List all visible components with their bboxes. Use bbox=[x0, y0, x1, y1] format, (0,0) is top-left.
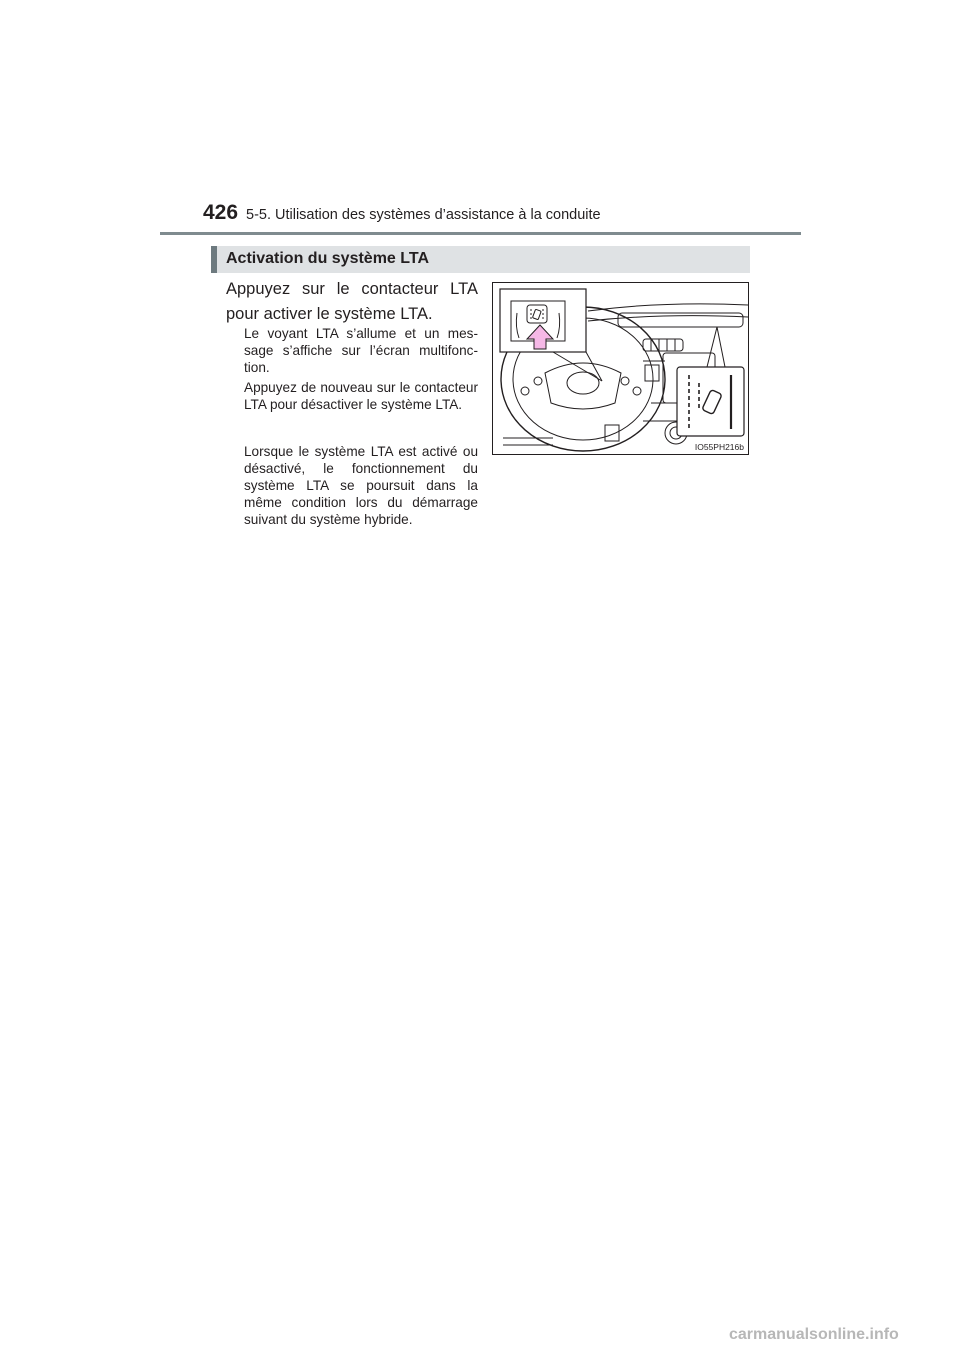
lead-instruction: Appuyez sur le contacteur LTA pour activer le système LTA. bbox=[226, 280, 478, 323]
dashboard-drawing bbox=[493, 283, 750, 456]
section-heading-bar bbox=[211, 246, 750, 273]
running-header: 5-5. Utilisation des systèmes d’assistance à la conduite bbox=[246, 207, 601, 223]
header-rule bbox=[160, 232, 801, 235]
section-heading-accent bbox=[211, 246, 217, 273]
paragraph-memory: Lorsque le système LTA est activé ou désactivé, le fonctionnement du système LTA se poursuit dans la même condition lors du démarrage suivant du système hybride. bbox=[244, 444, 478, 527]
page-number: 426 bbox=[203, 201, 239, 224]
figure-code: IO55PH216b bbox=[694, 442, 744, 452]
paragraph-indicator-on: Le voyant LTA s’allume et un mes-sage s’affiche sur l’écran multifonc-tion. bbox=[244, 326, 478, 375]
dashboard-illustration bbox=[492, 282, 749, 455]
paragraph-deactivate: Appuyez de nouveau sur le contacteur LTA pour désactiver le système LTA. bbox=[244, 380, 478, 412]
watermark: carmanualsonline.info bbox=[729, 1326, 899, 1343]
section-title: Activation du système LTA bbox=[226, 250, 429, 267]
